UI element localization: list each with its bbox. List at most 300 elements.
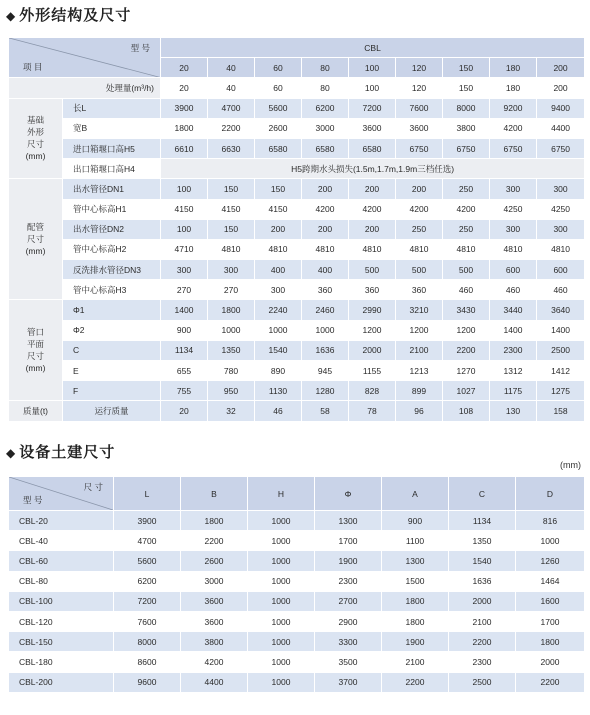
cell-value: 150 [255,179,302,199]
column-header: C [449,477,516,511]
cell-value: 200 [349,179,396,199]
cell-value: 3900 [161,98,208,118]
capacity-value: 180 [490,78,537,98]
cell-value: 3430 [443,300,490,320]
cell-value: 1200 [396,320,443,340]
cell-value: 900 [382,511,449,531]
table-row [9,260,585,280]
table-row [9,159,585,179]
cell-value: 130 [490,401,537,421]
cell-value: 4200 [181,652,248,672]
cell-value: 1400 [490,320,537,340]
cell-value: 360 [396,280,443,300]
cell-value: 4810 [396,239,443,259]
cell-value: 9600 [114,672,181,692]
cell-value: 200 [349,219,396,239]
cell-value: 1700 [516,611,585,631]
table-row [9,611,585,631]
cell-value: 3600 [349,118,396,138]
cell-value: 3600 [181,611,248,631]
row-label: E [63,361,161,381]
cell-value: 5600 [114,551,181,571]
cell-value: 360 [302,280,349,300]
cell-value: 3900 [114,511,181,531]
capacity-value: 100 [349,78,396,98]
cell-value: 1800 [382,611,449,631]
cell-value: 3640 [537,300,585,320]
cell-value: 1412 [537,361,585,381]
cell-value: 2200 [443,340,490,360]
table-row [9,320,585,340]
cell-value: 1800 [516,632,585,652]
row-label: 运行质量 [63,401,161,421]
cell-value: 9400 [537,98,585,118]
cell-value: 500 [396,260,443,280]
cell-value: 1000 [248,632,315,652]
cell-value: 400 [255,260,302,280]
cell-value: 2600 [255,118,302,138]
size-header: 180 [490,58,537,78]
cell-value: 6750 [537,138,585,158]
cell-value: 1000 [516,531,585,551]
cell-value: 2000 [516,652,585,672]
cell-value: 1000 [208,320,255,340]
row-label: C [63,340,161,360]
cell-value: 6750 [396,138,443,158]
cell-value: 7600 [114,611,181,631]
cell-value: 6750 [443,138,490,158]
cell-value: 100 [161,179,208,199]
cell-value: 2300 [490,340,537,360]
capacity-value: 80 [302,78,349,98]
group-label-line: (mm) [25,246,46,257]
cell-value: 2100 [382,652,449,672]
table-row [9,652,585,672]
cell-value: 300 [255,280,302,300]
group-label [9,300,63,401]
section1-heading [6,4,131,25]
cell-value: 1464 [516,571,585,591]
corner-header-cell [9,38,161,78]
capacity-value: 150 [443,78,490,98]
size-header: 200 [537,58,585,78]
cell-value: 1000 [255,320,302,340]
table-row [9,219,585,239]
cell-value: 8600 [114,652,181,672]
cell-value: 460 [537,280,585,300]
cell-value: 1280 [302,381,349,401]
cell-value: 1636 [449,571,516,591]
model-cell: CBL-150 [9,632,114,652]
cell-value: 4200 [396,199,443,219]
model-cell: CBL-20 [9,511,114,531]
corner-header-cell [9,477,114,511]
cell-value: 1275 [537,381,585,401]
cell-value: 250 [443,179,490,199]
cell-value: 78 [349,401,396,421]
section2-title: 设备土建尺寸 [19,444,116,461]
cell-value: 2100 [396,340,443,360]
table-row [9,78,585,98]
column-header: H [248,477,315,511]
cell-value: 3600 [396,118,443,138]
cell-value: 300 [490,179,537,199]
row-label: 出口箱堰口高H4 [63,159,161,179]
size-header: 60 [255,58,302,78]
group-label [9,179,63,300]
cell-value: 250 [396,219,443,239]
cell-value: 150 [208,179,255,199]
cell-value: 6200 [302,98,349,118]
model-cell: CBL-120 [9,611,114,631]
row-label: 出水管径DN2 [63,219,161,239]
table-row [9,591,585,611]
cell-value: 4150 [208,199,255,219]
table-row [9,239,585,259]
table-row [9,199,585,219]
cell-value: 3700 [315,672,382,692]
size-header: 80 [302,58,349,78]
cell-value: 2240 [255,300,302,320]
cell-value: 1540 [449,551,516,571]
table-row [9,138,585,158]
group-label-line: (mm) [25,151,46,162]
cell-value: 3300 [315,632,382,652]
column-header: A [382,477,449,511]
cell-value: 2900 [315,611,382,631]
cell-value: 2460 [302,300,349,320]
cell-value: 96 [396,401,443,421]
cell-value: 4200 [443,199,490,219]
cell-value: 1400 [161,300,208,320]
row-label: Φ2 [63,320,161,340]
cell-value: 1800 [208,300,255,320]
cell-value: 2600 [181,551,248,571]
group-label-line: 尺寸 [26,139,44,150]
cell-value: 1350 [208,340,255,360]
cell-value: 1000 [248,531,315,551]
structure-dimension-table [8,37,585,422]
cell-value: 158 [537,401,585,421]
column-header: Φ [315,477,382,511]
table-row [9,381,585,401]
cell-value: 2200 [449,632,516,652]
cell-value: 4150 [255,199,302,219]
cell-value: 7600 [396,98,443,118]
cell-value: 6630 [208,138,255,158]
cell-value: 4810 [537,239,585,259]
cell-value: 1155 [349,361,396,381]
cell-value: 500 [443,260,490,280]
cell-value: 108 [443,401,490,421]
size-header: 100 [349,58,396,78]
cell-value: 600 [490,260,537,280]
cell-value: 8000 [114,632,181,652]
cell-value: 500 [349,260,396,280]
cell-value: 4200 [349,199,396,219]
size-header: 40 [208,58,255,78]
row-label: Φ1 [63,300,161,320]
table-row [9,551,585,571]
table-row [9,280,585,300]
cell-value: 9200 [490,98,537,118]
cell-value: 655 [161,361,208,381]
cell-value: 3440 [490,300,537,320]
cell-value: 1000 [248,571,315,591]
group-label-line: 基础 [26,115,44,126]
cell-value: 4810 [490,239,537,259]
cell-value: 300 [490,219,537,239]
cell-value: 58 [302,401,349,421]
cell-value: 1175 [490,381,537,401]
capacity-value: 200 [537,78,585,98]
group-label [9,98,63,179]
cell-value: 7200 [114,591,181,611]
cell-value: 4400 [181,672,248,692]
header-row [9,477,585,511]
cell-value: 270 [208,280,255,300]
cell-value: 200 [396,179,443,199]
cell-value: 360 [349,280,396,300]
size-header: 120 [396,58,443,78]
cell-value: 6580 [302,138,349,158]
cell-value: 1700 [315,531,382,551]
row-label: 宽B [63,118,161,138]
cell-value: 2990 [349,300,396,320]
row-label: 管中心标高H2 [63,239,161,259]
model-header: CBL [161,38,585,58]
capacity-value: 120 [396,78,443,98]
cell-value: 1800 [161,118,208,138]
cell-value: 755 [161,381,208,401]
cell-value: 1400 [537,320,585,340]
table-row [9,300,585,320]
cell-value: 4200 [302,199,349,219]
cell-value: 1636 [302,340,349,360]
cell-value: 2300 [315,571,382,591]
civil-dimension-table [8,476,585,693]
table-row [9,511,585,531]
model-cell: CBL-40 [9,531,114,551]
cell-value: 1350 [449,531,516,551]
cell-value: 2300 [449,652,516,672]
table-row [9,118,585,138]
cell-value: 5600 [255,98,302,118]
cell-value: 1000 [248,672,315,692]
table-row [9,531,585,551]
size-header: 20 [161,58,208,78]
column-header: D [516,477,585,511]
header-row [9,38,585,58]
diamond-bullet-icon: ◆ [6,446,17,460]
cell-value: 8000 [443,98,490,118]
cell-value: 6610 [161,138,208,158]
cell-value: 4700 [114,531,181,551]
table-row [9,401,585,421]
table-row [9,179,585,199]
cell-value: 300 [161,260,208,280]
cell-value: 3600 [181,591,248,611]
cell-value: 6580 [349,138,396,158]
cell-value: 20 [161,401,208,421]
cell-value: 1300 [382,551,449,571]
capacity-value: 20 [161,78,208,98]
cell-value: 200 [302,179,349,199]
cell-value: 3800 [443,118,490,138]
cell-value: 2200 [208,118,255,138]
cell-value: 1213 [396,361,443,381]
cell-value: 4810 [255,239,302,259]
cell-value: 32 [208,401,255,421]
group-label-line: 尺寸 [26,234,44,245]
group-label-line: 尺寸 [26,351,44,362]
section1-title: 外形结构及尺寸 [19,7,132,24]
cell-value: 2700 [315,591,382,611]
cell-value: 4810 [443,239,490,259]
cell-value: 3000 [302,118,349,138]
cell-value: 1027 [443,381,490,401]
cell-value: 1800 [181,511,248,531]
merged-note: H5跨期水头损失(1.5m,1.7m,1.9m三档任选) [161,159,585,179]
table-row [9,672,585,692]
cell-value: 1000 [248,611,315,631]
table-row [9,571,585,591]
cell-value: 1270 [443,361,490,381]
cell-value: 1500 [382,571,449,591]
group-label-line: (mm) [25,363,46,374]
cell-value: 828 [349,381,396,401]
cell-value: 1000 [248,591,315,611]
cell-value: 1200 [349,320,396,340]
row-label: 管中心标高H3 [63,280,161,300]
row-label: 管中心标高H1 [63,199,161,219]
cell-value: 2200 [382,672,449,692]
cell-value: 1540 [255,340,302,360]
capacity-label: 处理量(m³/h) [9,78,161,98]
row-label: 出水管径DN1 [63,179,161,199]
cell-value: 1130 [255,381,302,401]
cell-value: 1000 [248,511,315,531]
cell-value: 1000 [248,652,315,672]
cell-value: 1300 [315,511,382,531]
cell-value: 1312 [490,361,537,381]
column-header: B [181,477,248,511]
cell-value: 6200 [114,571,181,591]
row-label: 反洗排水管径DN3 [63,260,161,280]
cell-value: 200 [302,219,349,239]
table-row [9,98,585,118]
model-cell: CBL-60 [9,551,114,571]
group-label-line: 管口 [26,327,44,338]
cell-value: 3800 [181,632,248,652]
cell-value: 3500 [315,652,382,672]
cell-value: 6580 [255,138,302,158]
cell-value: 1900 [382,632,449,652]
cell-value: 4810 [302,239,349,259]
cell-value: 400 [302,260,349,280]
cell-value: 2100 [449,611,516,631]
corner-bottom-label: 项 目 [23,62,43,73]
table-row [9,632,585,652]
diamond-bullet-icon: ◆ [6,9,17,23]
cell-value: 4200 [490,118,537,138]
cell-value: 3000 [181,571,248,591]
cell-value: 900 [161,320,208,340]
size-header: 150 [443,58,490,78]
cell-value: 4700 [208,98,255,118]
model-cell: CBL-200 [9,672,114,692]
cell-value: 945 [302,361,349,381]
table-row [9,361,585,381]
cell-value: 890 [255,361,302,381]
cell-value: 4150 [161,199,208,219]
group-label-line: 配管 [26,222,44,233]
capacity-value: 60 [255,78,302,98]
table-row [9,340,585,360]
group-label-line: 平面 [26,339,44,350]
cell-value: 4710 [161,239,208,259]
cell-value: 460 [490,280,537,300]
cell-value: 1200 [443,320,490,340]
corner-bottom-label: 型 号 [23,495,43,505]
model-cell: CBL-180 [9,652,114,672]
cell-value: 1134 [161,340,208,360]
cell-value: 1134 [449,511,516,531]
cell-value: 200 [255,219,302,239]
cell-value: 100 [161,219,208,239]
cell-value: 300 [537,179,585,199]
group-label-line: 外形 [26,127,44,138]
cell-value: 2000 [349,340,396,360]
corner-top-label: 型 号 [130,43,150,53]
cell-value: 2000 [449,591,516,611]
cell-value: 1100 [382,531,449,551]
cell-value: 1000 [248,551,315,571]
cell-value: 2200 [516,672,585,692]
cell-value: 150 [208,219,255,239]
row-label: 进口箱堰口高H5 [63,138,161,158]
cell-value: 2200 [181,531,248,551]
cell-value: 250 [443,219,490,239]
cell-value: 46 [255,401,302,421]
cell-value: 816 [516,511,585,531]
cell-value: 1900 [315,551,382,571]
cell-value: 4810 [208,239,255,259]
cell-value: 2500 [449,672,516,692]
cell-value: 3210 [396,300,443,320]
unit-label: (mm) [560,460,581,470]
cell-value: 4400 [537,118,585,138]
cell-value: 460 [443,280,490,300]
row-label: 长L [63,98,161,118]
group-label: 质量(t) [9,401,63,421]
cell-value: 300 [208,260,255,280]
cell-value: 950 [208,381,255,401]
cell-value: 7200 [349,98,396,118]
section2-heading [6,441,115,462]
corner-top-label: 尺 寸 [83,482,103,492]
cell-value: 1000 [302,320,349,340]
cell-value: 1800 [382,591,449,611]
cell-value: 270 [161,280,208,300]
model-cell: CBL-100 [9,591,114,611]
cell-value: 1260 [516,551,585,571]
cell-value: 4250 [490,199,537,219]
cell-value: 6750 [490,138,537,158]
cell-value: 2500 [537,340,585,360]
capacity-value: 40 [208,78,255,98]
cell-value: 780 [208,361,255,381]
